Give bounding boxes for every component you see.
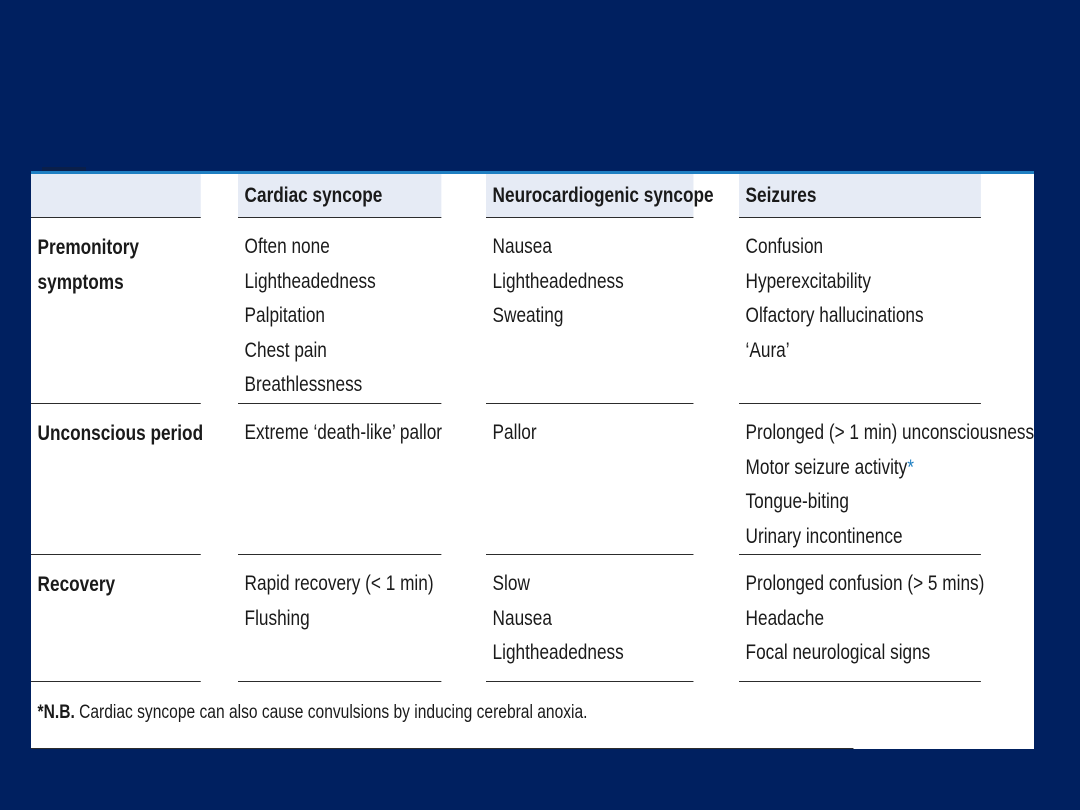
row-label-recovery (31, 555, 201, 682)
cell-line: Prolonged confusion (> 5 mins) (745, 572, 985, 595)
cell-line-text: Motor seizure activity (745, 455, 908, 479)
cell-line: Extreme ‘death-like’ pallor (244, 421, 443, 444)
cell-line: Chest pain (244, 338, 327, 362)
cell-line: Often none (244, 235, 330, 258)
row-label-line: Recovery (37, 573, 116, 596)
cell-recovery-neuro (486, 555, 693, 682)
row-label-line: symptoms (37, 271, 124, 294)
row-label-line: Premonitory (37, 236, 139, 259)
header-neurocardiogenic-syncope: Neurocardiogenic syncope (486, 174, 693, 218)
cell-line: Tongue-biting (745, 490, 849, 513)
cell-line: Lightheadedness (492, 641, 624, 664)
cell-recovery-cardiac (238, 555, 441, 682)
cell-unconscious-neuro (486, 404, 693, 555)
header-cardiac-syncope: Cardiac syncope (238, 174, 441, 218)
comparison-table (31, 171, 1034, 749)
cell-line: Prolonged (> 1 min) unconsciousness (745, 421, 1034, 444)
footnote-text: Cardiac syncope can also cause convulsions by inducing cerebral anoxia. (74, 702, 588, 723)
cell-recovery-seizures (739, 555, 985, 682)
footnote-marker: * (907, 455, 915, 479)
cell-unconscious-seizures (739, 404, 1034, 555)
cell-line: Sweating (492, 304, 564, 327)
table-footnote (31, 682, 853, 749)
cell-line: Hyperexcitability (745, 269, 871, 293)
cell-line: Lightheadedness (492, 269, 624, 293)
header-corner-cell (31, 174, 201, 218)
header-seizures: Seizures (739, 174, 981, 218)
cell-line: Flushing (244, 606, 310, 630)
cell-unconscious-cardiac (238, 404, 441, 555)
cell-line: Slow (492, 572, 530, 595)
cell-line: Rapid recovery (< 1 min) (244, 572, 434, 595)
cell-premonitory-neuro (486, 218, 693, 404)
row-label-unconscious-period (31, 404, 204, 555)
cell-line: Urinary incontinence (745, 524, 903, 548)
cell-line: Nausea (492, 606, 552, 630)
cell-line: Lightheadedness (244, 269, 376, 293)
cell-line: Headache (745, 606, 825, 630)
footnote-prefix: *N.B. (37, 702, 75, 723)
cell-line: Palpitation (244, 304, 325, 327)
cell-premonitory-seizures (739, 218, 981, 404)
cell-line: Breathlessness (244, 373, 363, 396)
cell-line: Pallor (492, 421, 537, 444)
cell-line: ‘Aura’ (745, 338, 790, 362)
table-grid (31, 174, 1034, 749)
cell-line: Olfactory hallucinations (745, 304, 924, 327)
cell-premonitory-cardiac (238, 218, 441, 404)
cell-line-with-footnote (746, 451, 981, 486)
cell-line: Nausea (492, 235, 552, 258)
cell-line: Focal neurological signs (745, 641, 931, 664)
cell-line: Confusion (745, 235, 824, 258)
row-label-line: Unconscious period (37, 422, 204, 445)
row-label-premonitory-symptoms (31, 218, 201, 404)
